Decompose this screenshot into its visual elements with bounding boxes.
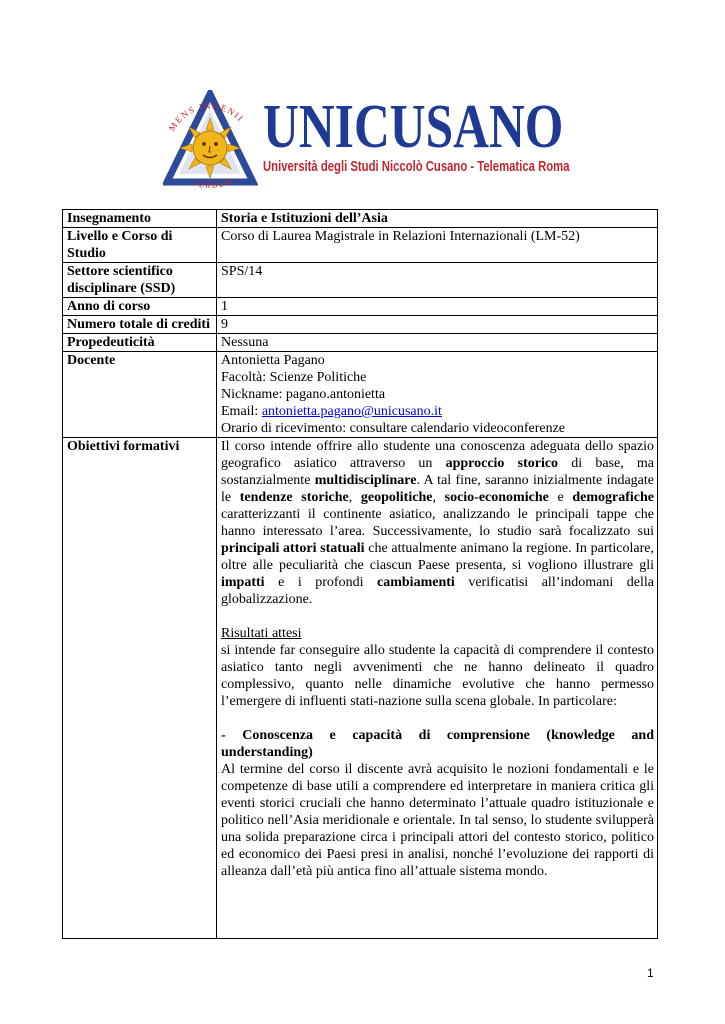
row-value: Storia e Istituzioni dell’Asia	[217, 210, 658, 228]
emphasis-text: impatti	[221, 575, 265, 590]
body-text: e i profondi	[264, 575, 378, 590]
row-value: 1	[217, 298, 658, 316]
header	[163, 90, 570, 200]
table-row-docente	[63, 352, 658, 438]
docente-office-hours: Orario di ricevimento: consultare calendario videoconferenze	[221, 421, 566, 436]
emphasis-text: multidisciplinare	[314, 473, 417, 488]
body-text: di base, ma sostanzialmente	[221, 456, 655, 488]
docente-faculty: Facoltà: Scienze Politiche	[221, 370, 367, 385]
row-label: Insegnamento	[63, 210, 217, 228]
emphasis-text: principali attori statuali	[221, 541, 365, 556]
row-label: Propedeuticità	[63, 334, 217, 352]
docente-name: Antonietta Pagano	[221, 353, 325, 368]
table-row	[63, 316, 658, 334]
docente-email-line	[221, 403, 654, 420]
row-label: Anno di corso	[63, 298, 217, 316]
row-label: Docente	[63, 352, 217, 438]
svg-text:VERBUM	[191, 176, 235, 190]
row-label: Settore scientifico disciplinare (SSD)	[63, 263, 217, 298]
email-link[interactable]: antonietta.pagano@unicusano.it	[261, 404, 442, 419]
sun-seal-icon	[163, 90, 258, 195]
row-value	[217, 438, 658, 939]
table-row	[63, 263, 658, 298]
body-text: e	[548, 490, 573, 505]
body-text: che attualmente animano la regione. In particolare, oltre alle peculiarità che ciascun Paese presenta, si vogliono illustrare gli	[221, 541, 654, 573]
row-value: Nessuna	[217, 334, 658, 352]
emphasis-text: geopolitiche	[360, 490, 433, 505]
table-row	[63, 210, 658, 228]
emphasis-text: socio-economiche	[444, 490, 549, 505]
results-text: si intende far conseguire allo studente la capacità di comprendere il contesto asiatico tanto negli avvenimenti che ne hanno delineato il quadro complessivo, quanto nelle dinamiche evolutive che hanno permesso l’emergere di influenti stati-nazione sulla scena globale. In particolare:	[221, 643, 654, 709]
emphasis-text: tendenze storiche	[239, 490, 349, 505]
table-row	[63, 334, 658, 352]
table-row	[63, 228, 658, 263]
row-label: Obiettivi formativi	[63, 438, 217, 939]
email-prefix: Email:	[221, 404, 262, 419]
emblem-motto-top: MENS INGENII	[166, 100, 246, 133]
emphasis-text: approccio storico	[445, 456, 559, 471]
body-text: verificatisi all’indomani della globalizzazione.	[221, 575, 654, 607]
results-heading: Risultati attesi	[221, 626, 302, 641]
docente-nickname: Nickname: pagano.antonietta	[221, 387, 386, 402]
table-row	[63, 298, 658, 316]
emphasis-text: demografiche	[572, 490, 655, 505]
row-label: Numero totale di crediti	[63, 316, 217, 334]
row-value: Corso di Laurea Magistrale in Relazioni Internazionali (LM-52)	[217, 228, 658, 263]
objectives-paragraph	[221, 438, 654, 608]
body-text: . A tal fine, saranno inizialmente indagate le	[221, 473, 654, 505]
row-label: Livello e Corso di Studio	[63, 228, 217, 263]
brand-subtitle: Università degli Studi Niccolò Cusano - Telematica Roma	[263, 159, 570, 175]
brand-name: UNICUSANO	[263, 93, 564, 161]
emphasis-text: cambiamenti	[377, 575, 455, 590]
body-text: ,	[348, 490, 361, 505]
table-row-objectives	[63, 438, 658, 939]
row-value: 9	[217, 316, 658, 334]
row-value: SPS/14	[217, 263, 658, 298]
body-text: caratterizzanti il continente asiatico, analizzando le principali tappe che hanno interessato l’area. Successivamente, lo studio sarà focalizzato sui	[221, 507, 654, 539]
row-value	[217, 352, 658, 438]
page-number: 1	[647, 966, 654, 980]
body-text: Il corso intende offrire allo studente una conoscenza adeguata dello spazio geografico asiatico attraverso un	[221, 439, 654, 471]
body-text: ,	[432, 490, 445, 505]
knowledge-text: Al termine del corso il discente avrà acquisito le nozioni fondamentali e le competenze di base utili a comprendere ed interpretare in maniera critica gli eventi storici cruciali che hanno determinato l’attuale quadro istituzionale e politico nell’Asia meridionale e orientale. In tal senso, lo studente svilupperà una solida preparazione circa i principali attori del contesto storico, politico ed economico dei Paesi presi in analisi, nonché l’evoluzione dei rapporti di alleanza dall’età più antica fino all’attuale sistema mondo.	[221, 762, 654, 879]
knowledge-heading: - Conoscenza e capacità di comprensione (knowledge and understanding)	[221, 728, 654, 760]
course-info-table	[62, 209, 658, 939]
emblem-motto-bottom: VERBUM	[191, 176, 235, 190]
